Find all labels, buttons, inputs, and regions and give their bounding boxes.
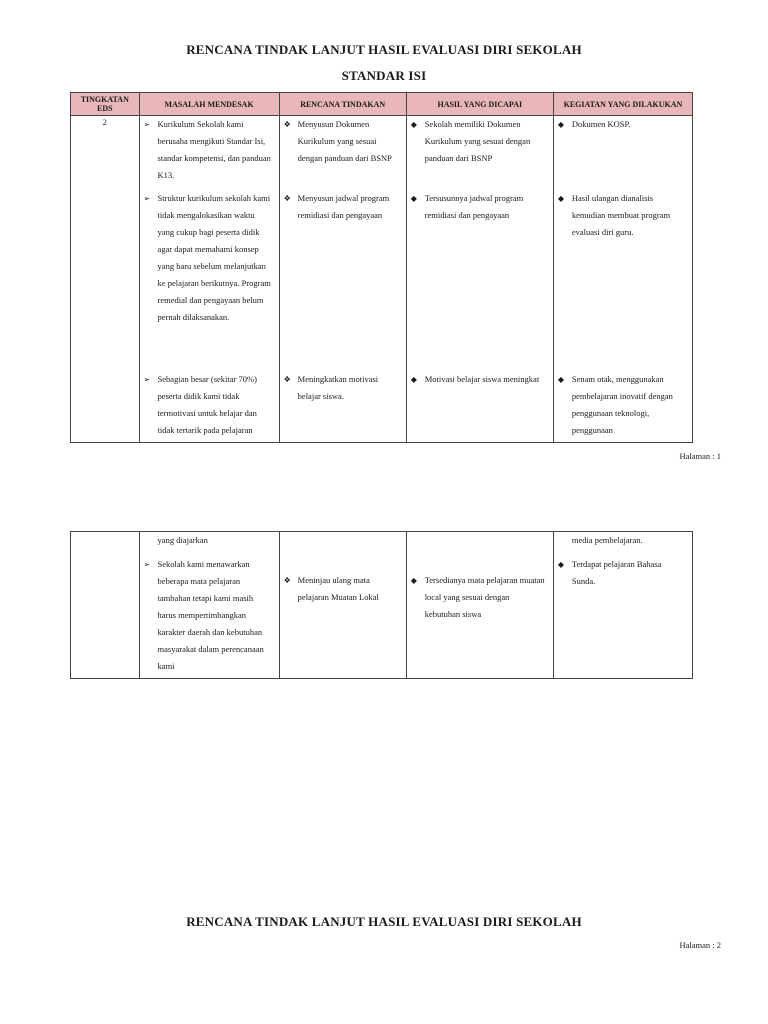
masalah-text-1: Kurikulum Sekolah kami berusaha mengikuti Standar Isi, standar kompetensi, dan panduan K13. — [157, 119, 271, 180]
diamond-bullet-icon: ◆ — [557, 194, 565, 203]
table-row — [71, 116, 693, 443]
rencana-text-2: Menyusun jadwal program remidiasi dan pengayaan — [297, 193, 390, 220]
header-hasil-yang-dicapai: HASIL YANG DICAPAI — [406, 93, 553, 116]
diamond-bullet-icon: ◆ — [557, 375, 565, 384]
eds-level-cell — [71, 532, 140, 679]
masalah-item-1 — [140, 116, 277, 184]
arrow-bullet-icon: ➢ — [143, 120, 151, 129]
page-number-1: Halaman : 1 — [679, 451, 721, 461]
table-header-row — [71, 93, 693, 116]
diamond-bullet-icon: ◆ — [410, 120, 417, 129]
hasil-text-2: Tersusunnya jadwal program remidiasi dan pengayaan — [424, 193, 524, 220]
masalah-item-3 — [140, 371, 277, 439]
hasil-item-2 — [407, 190, 551, 224]
rencana-cell — [279, 116, 406, 443]
table-row — [71, 532, 693, 679]
hasil-text-3: Motivasi belajar siswa meningkat — [424, 374, 540, 384]
kegiatan-text-3: Senam otak, menggunakan pembelajaran inovatif dengan penggunaan teknologi, penggunaan — [571, 374, 673, 435]
masalah-cell — [139, 116, 279, 443]
rencana-item-2 — [280, 190, 404, 224]
kegiatan-item-4 — [554, 556, 690, 590]
masalah-item-4 — [140, 556, 277, 675]
hasil-text-1: Sekolah memiliki Dokumen Kurikulum yang sesuai dengan panduan dari BSNP — [424, 119, 531, 163]
diamond-open-bullet-icon: ❖ — [283, 120, 291, 129]
masalah-cell — [139, 532, 279, 679]
header-kegiatan-yang-dilakukan: KEGIATAN YANG DILAKUKAN — [553, 93, 692, 116]
rencana-item-4 — [280, 572, 404, 606]
kegiatan-text-4: Terdapat pelajaran Bahasa Sunda. — [571, 559, 662, 586]
kegiatan-item-2 — [554, 190, 690, 241]
hasil-item-4 — [407, 572, 551, 623]
document-title: RENCANA TINDAK LANJUT HASIL EVALUASI DIRI SEKOLAH — [186, 42, 582, 57]
diamond-bullet-icon: ◆ — [410, 194, 417, 203]
hasil-item-3 — [407, 371, 551, 388]
kegiatan-cell — [553, 116, 692, 443]
rencana-item-1 — [280, 116, 404, 167]
eds-level-cell — [71, 116, 140, 443]
kegiatan-item-3 — [554, 371, 690, 439]
hasil-text-4: Tersedianya mata pelajaran muatan local yang sesuai dengan kebutuhan siswa — [424, 575, 545, 619]
diamond-open-bullet-icon: ❖ — [283, 194, 291, 203]
rencana-text-3: Meningkatkan motivasi belajar siswa. — [297, 374, 379, 401]
arrow-bullet-icon: ➢ — [143, 375, 151, 384]
header-masalah-mendesak: MASALAH MENDESAK — [139, 93, 279, 116]
header-rencana-tindakan: RENCANA TINDAKAN — [279, 93, 406, 116]
diamond-bullet-icon: ◆ — [410, 576, 417, 585]
diamond-bullet-icon: ◆ — [557, 560, 565, 569]
hasil-cell — [406, 532, 553, 679]
arrow-bullet-icon: ➢ — [143, 560, 151, 569]
diamond-open-bullet-icon: ❖ — [283, 375, 291, 384]
action-plan-table-continued — [70, 531, 693, 679]
diamond-bullet-icon: ◆ — [410, 375, 417, 384]
kegiatan-item-1 — [554, 116, 690, 133]
hasil-item-1 — [407, 116, 551, 167]
masalah-text-4: Sekolah kami menawarkan beberapa mata pelajaran tambahan tetapi kami masih harus mempertimbangkan karakter daerah dan kebutuhan masyarakat dalam perencanaan kami — [157, 559, 264, 671]
page-number-2: Halaman : 2 — [679, 940, 721, 950]
rencana-item-3 — [280, 371, 404, 405]
arrow-bullet-icon: ➢ — [143, 194, 151, 203]
eds-level: 2 — [102, 117, 107, 127]
kegiatan-text-2: Hasil ulangan dianalisis kemudian membuat program evaluasi diri guru. — [571, 193, 671, 237]
hasil-cell — [406, 116, 553, 443]
masalah-text-2: Struktur kurikulum sekolah kami tidak mengalokasikan waktu yang cukup bagi peserta didik agar dapat memahami konsep yang baru sebelum melanjutkan ke pelajaran berikutnya. Program remedial dan pengayaan belum pernah dilaksanakan. — [157, 193, 271, 322]
rencana-text-1: Menyusun Dokumen Kurikulum yang sesuai dengan panduan dari BSNP — [297, 119, 392, 163]
masalah-item-2 — [140, 190, 277, 326]
rencana-text-4: Meninjau ulang mata pelajaran Muatan Lokal — [297, 575, 379, 602]
kegiatan-text-1: Dokumen KOSP. — [571, 119, 631, 129]
header-tingkatan-eds: TINGKATAN EDS — [71, 93, 140, 116]
masalah-continuation: yang diajarkan — [157, 535, 208, 545]
diamond-open-bullet-icon: ❖ — [283, 576, 291, 585]
masalah-text-3: Sebagian besar (sekitar 70%) peserta didik kami tidak termotivasi untuk belajar dan tidak tertarik pada pelajaran — [157, 374, 257, 435]
kegiatan-cell — [553, 532, 692, 679]
diamond-bullet-icon: ◆ — [557, 120, 565, 129]
rencana-cell — [279, 532, 406, 679]
kegiatan-continuation: media pembelajaran. — [571, 535, 643, 545]
document-subtitle: STANDAR ISI — [341, 68, 427, 83]
page2-title: RENCANA TINDAK LANJUT HASIL EVALUASI DIRI SEKOLAH — [186, 914, 582, 929]
action-plan-table — [70, 92, 693, 443]
